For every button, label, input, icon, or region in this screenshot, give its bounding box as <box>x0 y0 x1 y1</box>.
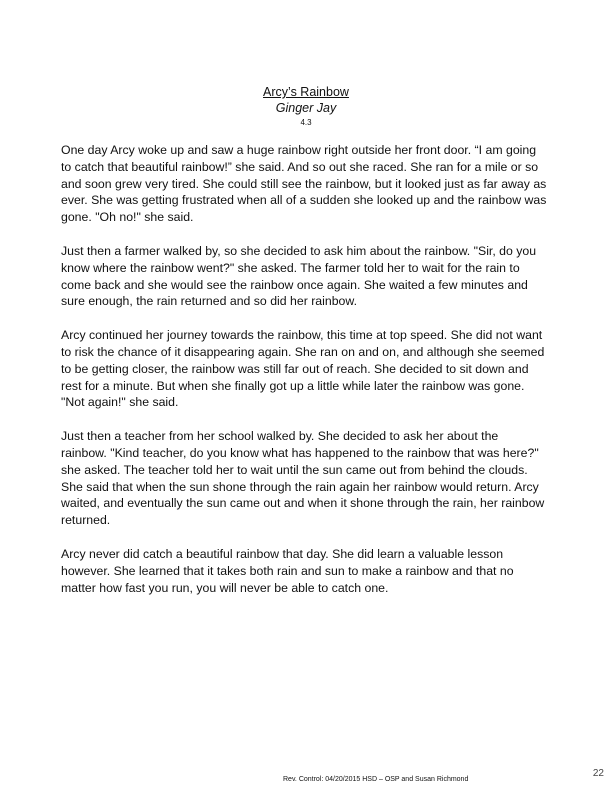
paragraph-1: One day Arcy woke up and saw a huge rainbow right outside her front door. “I am going to catch that beautiful rainbow!” she said. And so out she raced. She ran for a mile or so and soon grew very tired. She could still see the rainbow, but it looked just as far away as ever. She was getting frustrated when all of a sudden she looked up and the rainbow was gone. "Oh no!" she said. <box>61 143 547 225</box>
paragraph-4: Just then a teacher from her school walked by. She decided to ask her about the rainbow. "Kind teacher, do you know what has happened to the rainbow that was here?" she asked. The teacher told her to wait until the sun came out from behind the clouds. She said that when the sun shone through the rain again her rainbow would return. Arcy waited, and eventually the sun came out and when it shone through the rain, her rainbow returned. <box>61 429 545 528</box>
story-body <box>61 142 547 613</box>
paragraph-3: Arcy continued her journey towards the rainbow, this time at top speed. She did not want to risk the chance of it disappearing again. She ran on and on, and although she seemed to be getting closer, the rainbow was still far out of reach. She decided to sit down and rest for a minute. But when she finally got up a little while later the rainbow was gone. "Not again!" she said. <box>61 328 545 410</box>
reading-level: 4.3 <box>300 118 312 127</box>
page-number: 22 <box>592 768 604 779</box>
story-title: Arcy’s Rainbow <box>263 85 349 99</box>
story-author: Ginger Jay <box>275 101 337 115</box>
paragraph-5: Arcy never did catch a beautiful rainbow that day. She did learn a valuable lesson however. She learned that it takes both rain and sun to make a rainbow and that no matter how fast you run, you will never be able to catch one. <box>61 546 514 595</box>
paragraph-2: Just then a farmer walked by, so she decided to ask him about the rainbow. "Sir, do you know where the rainbow went?" she asked. The farmer told her to wait for the rain to come back and she would see the rainbow once again. She waited a few minutes and sure enough, the rain returned and so did her rainbow. <box>61 243 537 309</box>
revision-footer: Rev. Control: 04/20/2015 HSD – OSP and Susan Richmond <box>283 776 469 783</box>
